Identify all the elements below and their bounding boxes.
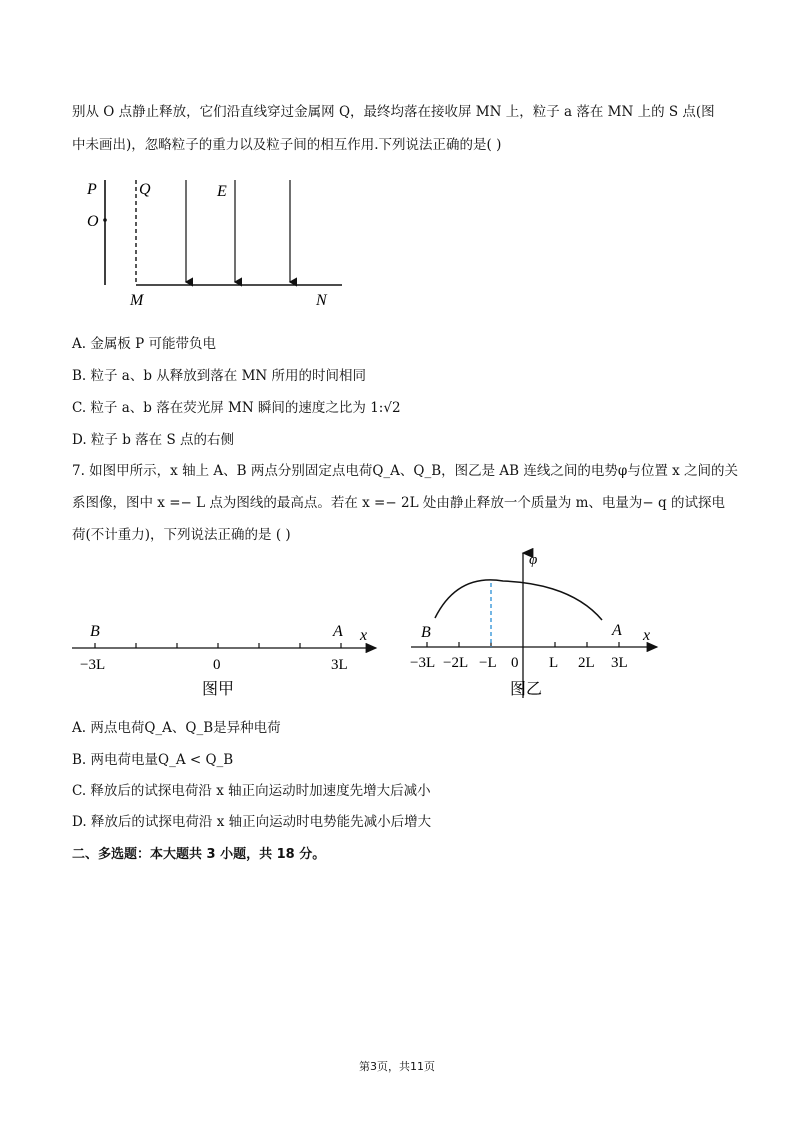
tick-label: −3L <box>80 657 106 673</box>
option-b: B. 两电荷电量Q_A < Q_B <box>72 752 234 768</box>
label-m: M <box>130 292 144 309</box>
potential-curve <box>435 580 602 620</box>
label-o: O <box>87 213 99 230</box>
question-text-line: 荷(不计重力)，下列说法正确的是 ( ) <box>72 527 291 543</box>
tick-label: 2L <box>578 655 595 671</box>
label-p: P <box>87 181 97 198</box>
option-a: A. 金属板 P 可能带负电 <box>72 336 216 352</box>
option-d: D. 粒子 b 落在 S 点的右侧 <box>72 432 234 448</box>
point-o <box>103 218 107 222</box>
label-b: B <box>421 624 431 641</box>
label-x: x <box>360 627 368 644</box>
question-text-line: 7. 如图甲所示，x 轴上 A、B 两点分别固定点电荷Q_A、Q_B，图乙是 AB 连线之间的电势φ与位置 x 之间的关 <box>72 463 739 479</box>
section-heading: 二、多选题：本大题共 3 小题，共 18 分。 <box>72 847 326 862</box>
figure-jia <box>70 612 390 707</box>
label-a: A <box>612 622 622 639</box>
question-text-line: 别从 O 点静止释放，它们沿直线穿过金属网 Q，最终均落在接收屏 MN 上，粒子 a 落在 MN 上的 S 点(图 <box>72 104 715 120</box>
option-b: B. 粒子 a、b 从释放到落在 MN 所用的时间相同 <box>72 368 366 384</box>
tick-label: 3L <box>611 655 628 671</box>
option-c: C. 释放后的试探电荷沿 x 轴正向运动时加速度先增大后减小 <box>72 783 431 799</box>
label-q: Q <box>139 181 151 198</box>
field-diagram <box>80 172 350 312</box>
option-a: A. 两点电荷Q_A、Q_B是异种电荷 <box>72 720 281 736</box>
question-text-line: 系图像，图中 x =− L 点为图线的最高点。若在 x =− 2L 处由静止释放一个质量为 m、电量为− q 的试探电 <box>72 495 725 511</box>
caption: 图乙 <box>510 681 543 698</box>
tick-label: −2L <box>443 655 469 671</box>
label-n: N <box>316 292 327 309</box>
tick-label: 0 <box>213 657 221 673</box>
tick-label: 0 <box>511 655 519 671</box>
label-b: B <box>90 623 100 640</box>
tick-label: L <box>549 655 559 671</box>
tick-label: −3L <box>410 655 436 671</box>
option-d: D. 释放后的试探电荷沿 x 轴正向运动时电势能先减小后增大 <box>72 814 432 830</box>
question-text-line: 中未画出)，忽略粒子的重力以及粒子间的相互作用.下列说法正确的是( ) <box>72 137 502 153</box>
page-footer: 第3页，共11页 <box>359 1060 435 1073</box>
label-e: E <box>217 183 227 200</box>
label-x: x <box>643 627 651 644</box>
tick-label: −L <box>479 655 497 671</box>
label-phi: φ <box>529 552 538 568</box>
tick-label: 3L <box>331 657 348 673</box>
figure-yi <box>405 548 670 708</box>
caption: 图甲 <box>202 681 235 698</box>
option-c: C. 粒子 a、b 落在荧光屏 MN 瞬间的速度之比为 1:√2 <box>72 400 401 416</box>
label-a: A <box>333 623 343 640</box>
